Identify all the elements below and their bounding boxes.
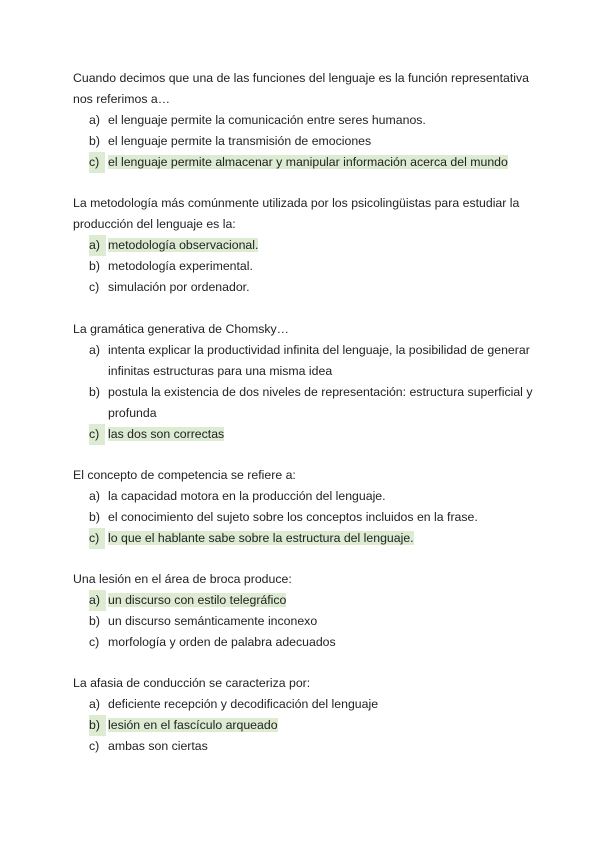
option-a [73,340,543,382]
option-c-correct [73,152,543,173]
option-a [73,110,543,131]
option-letter: b) [89,715,106,736]
question-text: El concepto de competencia se refiere a: [73,468,296,482]
options-list [73,486,543,549]
question-1 [73,68,543,173]
option-text: ambas son ciertas [108,739,208,753]
option-letter: c) [89,424,105,445]
option-a-correct [73,235,543,256]
option-text-highlighted: lo que el hablante sabe sobre la estructura del lenguaje. [108,531,414,545]
option-text: el conocimiento del sujeto sobre los conceptos incluidos en la frase. [108,510,478,524]
option-text: el lenguaje permite la comunicación entre seres humanos. [108,113,426,127]
option-text: postula la existencia de dos niveles de representación: estructura superficial y profunda [108,385,533,420]
option-text-highlighted: lesión en el fascículo arqueado [108,718,278,732]
option-b [73,507,543,528]
options-list [73,590,543,653]
question-5 [73,569,543,653]
question-text: La afasia de conducción se caracteriza por: [73,676,311,690]
options-list [73,694,543,757]
option-b-correct [73,715,543,736]
option-letter: c) [89,280,100,294]
option-text-highlighted: metodología observacional. [108,238,259,252]
option-text-highlighted: el lenguaje permite almacenar y manipular información acerca del mundo [108,155,508,169]
option-text: la capacidad motora en la producción del lenguaje. [108,489,386,503]
option-b [73,382,543,424]
option-letter: a) [89,489,100,503]
option-text-highlighted: un discurso con estilo telegráfico [108,593,287,607]
options-list [73,340,543,445]
option-letter: a) [89,113,100,127]
option-a [73,486,543,507]
option-letter: c) [89,739,100,753]
question-6 [73,673,543,757]
option-letter: b) [89,510,100,524]
option-c [73,632,543,653]
option-letter: b) [89,259,100,273]
option-letter: b) [89,134,100,148]
option-letter: a) [89,343,100,357]
option-letter: a) [89,697,100,711]
option-text-highlighted: las dos son correctas [108,427,225,441]
option-b [73,131,543,152]
option-b [73,256,543,277]
question-text: La gramática generativa de Chomsky… [73,322,289,336]
option-letter: c) [89,528,105,549]
option-text: morfología y orden de palabra adecuados [108,635,336,649]
option-text: intenta explicar la productividad infinita del lenguaje, la posibilidad de generar infinitas estructuras para una misma idea [108,343,530,378]
option-a [73,694,543,715]
option-letter: b) [89,614,100,628]
option-b [73,611,543,632]
option-letter: b) [89,385,100,399]
option-letter: c) [89,152,105,173]
question-text: Cuando decimos que una de las funciones del lenguaje es la función representativa nos referimos a… [73,71,529,106]
question-3 [73,319,543,445]
option-c [73,277,543,298]
option-text: simulación por ordenador. [108,280,250,294]
option-letter: a) [89,590,106,611]
option-c-correct [73,528,543,549]
question-4 [73,465,543,549]
option-text: un discurso semánticamente inconexo [108,614,318,628]
option-letter: a) [89,235,106,256]
option-letter: c) [89,635,100,649]
question-2 [73,193,543,298]
question-text: La metodología más comúnmente utilizada por los psicolingüistas para estudiar la producción del lenguaje es la: [73,196,520,231]
option-text: deficiente recepción y decodificación del lenguaje [108,697,379,711]
option-text: el lenguaje permite la transmisión de emociones [108,134,372,148]
options-list [73,110,543,173]
options-list [73,235,543,298]
option-c-correct [73,424,543,445]
option-text: metodología experimental. [108,259,253,273]
option-a-correct [73,590,543,611]
option-c [73,736,543,757]
question-text: Una lesión en el área de broca produce: [73,572,292,586]
